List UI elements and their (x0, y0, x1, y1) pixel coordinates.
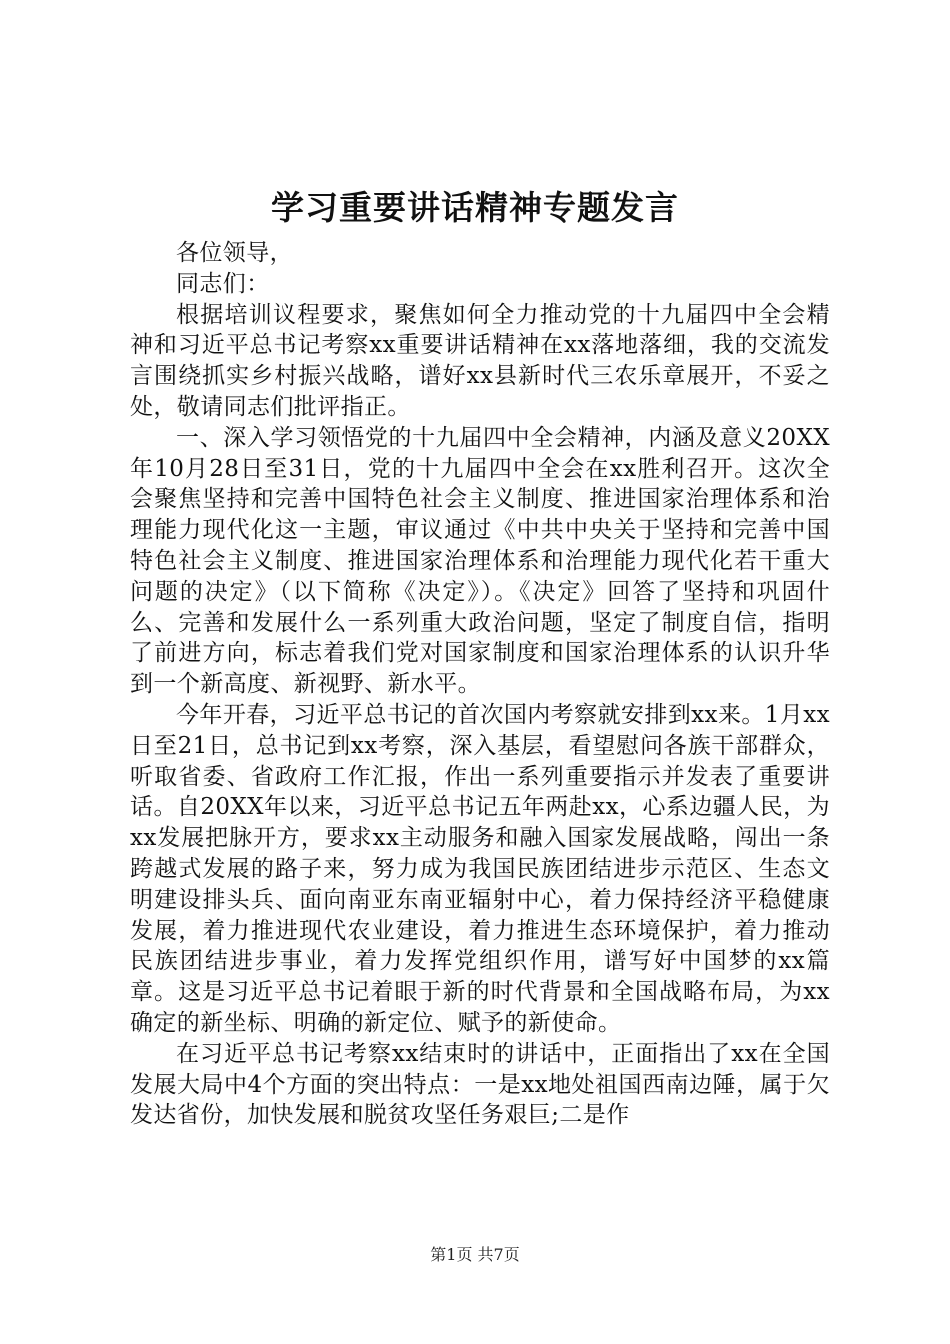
page-footer: 第1页 共7页 (430, 1245, 520, 1264)
paragraph-inspection: 今年开春，习近平总书记的首次国内考察就安排到xx来。1月xx日至21日，总书记到xx考察，深入基层，看望慰问各族干部群众，听取省委、省政府工作汇报，作出一系列重要指示并发表了重要讲话。自20XX年以来，习近平总书记五年两赴xx，心系边疆人民，为xx发展把脉开方，要求xx主动服务和融入国家发展战略，闯出一条跨越式发展的路子来，努力成为我国民族团结进步示范区、生态文明建设排头兵、面向南亚东南亚辐射中心，着力保持经济平稳健康发展，着力推进现代农业建设，着力推进生态环境保护，着力推动民族团结进步事业，着力发挥党组织作用，谱写好中国梦的xx篇章。这是习近平总书记着眼于新的时代背景和全国战略布局，为xx确定的新坐标、明确的新定位、赋予的新使命。 (130, 701, 830, 1036)
document-title: 学习重要讲话精神专题发言 (271, 188, 679, 227)
document-body (130, 238, 830, 1131)
salutation-leaders: 各位领导， (176, 240, 293, 266)
salutation-comrades: 同志们： (176, 270, 270, 297)
paragraph-section-one: 一、深入学习领悟党的十九届四中全会精神，内涵及意义20XX年10月28日至31日，党的十九届四中全会在xx胜利召开。这次全会聚焦坚持和完善中国特色社会主义制度、推进国家治理体系和治理能力现代化这一主题，审议通过《中共中央关于坚持和完善中国特色社会主义制度、推进国家治理体系和治理能力现代化若干重大问题的决定》（以下简称《决定》）。《决定》回答了坚持和巩固什么、完善和发展什么一系列重大政治问题，坚定了制度自信，指明了前进方向，标志着我们党对国家制度和国家治理体系的认识升华到一个新高度、新视野、新水平。 (130, 424, 830, 698)
paragraph-intro: 根据培训议程要求，聚焦如何全力推动党的十九届四中全会精神和习近平总书记考察xx重要讲话精神在xx落地落细，我的交流发言围绕抓实乡村振兴战略，谱好xx县新时代三农乐章展开，不妥之处，敬请同志们批评指正。 (130, 301, 830, 420)
paragraph-characteristics: 在习近平总书记考察xx结束时的讲话中，正面指出了xx在全国发展大局中4个方面的突出特点：一是xx地处祖国西南边陲，属于欠发达省份，加快发展和脱贫攻坚任务艰巨;二是作 (130, 1040, 830, 1129)
